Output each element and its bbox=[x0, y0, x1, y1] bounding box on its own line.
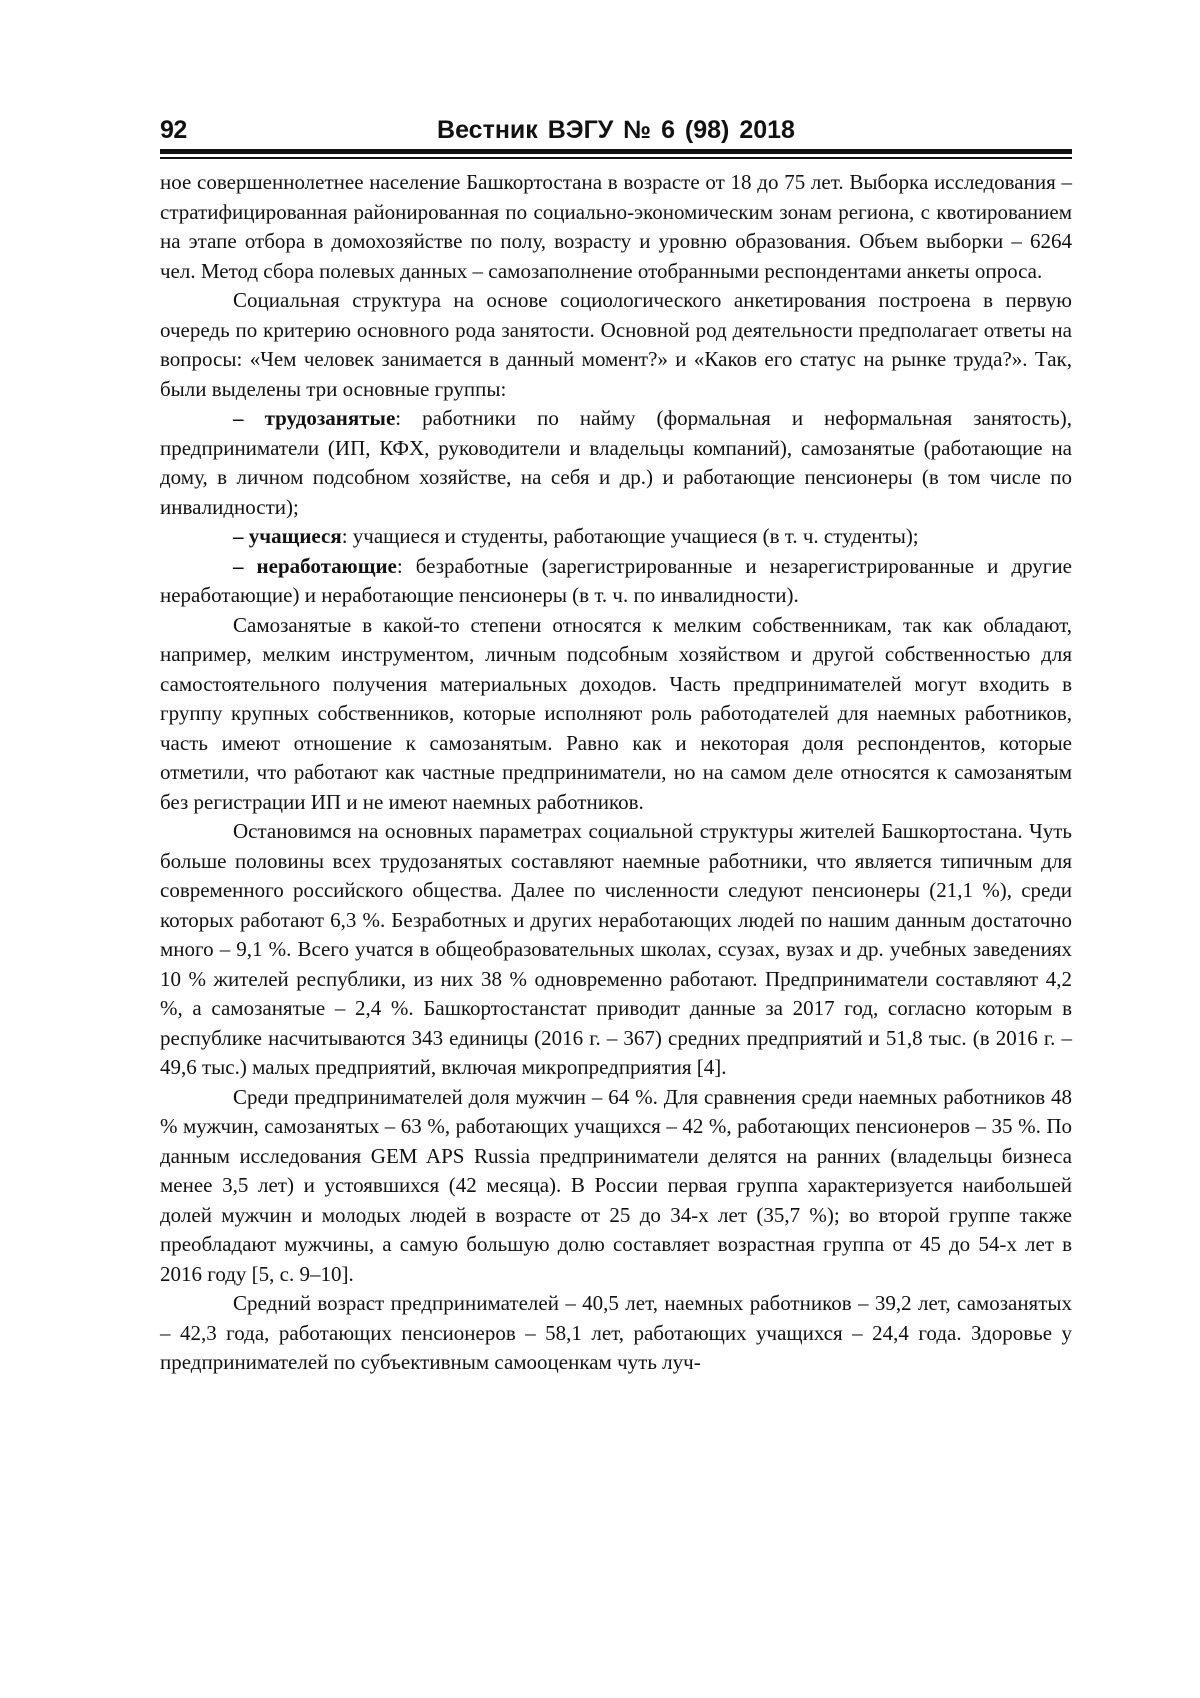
article-body bbox=[160, 168, 1072, 1378]
paragraph: Среди предпринимателей доля мужчин – 64 %. Для сравнения среди наемных работников 48 % мужчин, самозанятых – 63 %, работающих учащихся – 42 %, работающих пенсионеров – 35 %. По данным исследования GEM APS Russia предприниматели делятся на ранних (владельцы бизнеса менее 3,5 лет) и устоявшихся (42 месяца). В России первая группа характеризуется наибольшей долей мужчин и молодых людей в возрасте от 25 до 34-х лет (35,7 %); во второй группе также преобладают мужчины, а самую большую долю составляет возрастная группа от 45 до 54-х лет в 2016 году [5, с. 9–10]. bbox=[160, 1084, 1072, 1286]
paragraph: Остановимся на основных параметрах социальной структуры жителей Башкортостана. Чуть больше половины всех трудозанятых составляют наемные работники, что является типичным для современного российского общества. Далее по численности следуют пенсионеры (21,1 %), среди которых работают 6,3 %. Безработных и других неработающих людей по нашим данным достаточно много – 9,1 %. Всего учатся в общеобразовательных школах, ссузах, вузах и др. учебных заведениях 10 % жителей республики, из них 38 % одновременно работают. Предприниматели составляют 4,2 %, а самозанятые – 2,4 %. Башкортостанстат приводит данные за 2017 год, согласно которым в республике насчитываются 343 единицы (2016 г. – 367) средних предприятий и 51,8 тыс. (в 2016 г. – 49,6 тыс.) малых предприятий, включая микропредприятия [4]. bbox=[160, 819, 1072, 1079]
paragraph: Средний возраст предпринимателей – 40,5 лет, наемных работников – 39,2 лет, самозанятых – 42,3 года, работающих пенсионеров – 58,1 лет, работающих учащихся – 24,4 года. Здоровье у предпринимателей по субъективным самооценкам чуть луч- bbox=[160, 1291, 1072, 1374]
journal-title: Вестник ВЭГУ № 6 (98) 2018 bbox=[437, 116, 795, 144]
term-employed: – трудозанятые bbox=[233, 406, 396, 430]
list-item-unemployed bbox=[160, 552, 1072, 611]
header-rule-thick bbox=[160, 149, 1072, 154]
definition-employed: : работники по найму (формальная и неформальная занятость), предприниматели (ИП, КФХ, руководители и владельцы компаний), самозанятые (работающие на дому, в личном подсобном хозяйстве, на себя и др.) и работающие пенсионеры (в том числе по инвалидности); bbox=[160, 406, 1072, 519]
list-item-employed bbox=[160, 404, 1072, 522]
paragraph: ное совершеннолетнее население Башкортостана в возрасте от 18 до 75 лет. Выборка исследования – стратифицированная районированная по социально-экономическим зонам региона, с квотированием на этапе отбора в домохозяйстве по полу, возрасту и уровню образования. Объем выборки – 6264 чел. Метод сбора полевых данных – самозаполнение отобранными респондентами анкеты опроса. bbox=[160, 170, 1072, 283]
paragraph: Социальная структура на основе социологического анкетирования построена в первую очередь по критерию основного рода занятости. Основной род деятельности предполагает ответы на вопросы: «Чем человек занимается в данный момент?» и «Каков его статус на рынке труда?». Так, были выделены три основные группы: bbox=[160, 288, 1072, 401]
header-rule-thin bbox=[160, 157, 1072, 159]
definition-unemployed: : безработные (зарегистрированные и незарегистрированные и другие неработающие) и неработающие пенсионеры (в т. ч. по инвалидности). bbox=[160, 553, 1072, 607]
paragraph: Самозанятые в какой-то степени относятся к мелким собственникам, так как обладают, например, мелким инструментом, личным подсобным хозяйством и другой собственностью для самостоятельного получения материальных доходов. Часть предпринимателей могут входить в группу крупных собственников, которые исполняют роль работодателей для наемных работников, часть имеют отношение к самозанятым. Равно как и некоторая доля респондентов, которые отметили, что работают как частные предприниматели, но на самом деле относятся к самозанятым без регистрации ИП и не имеют наемных работников. bbox=[160, 612, 1072, 814]
term-students: – учащиеся bbox=[233, 524, 342, 548]
list-item-students bbox=[160, 522, 1072, 552]
page-number: 92 bbox=[160, 116, 187, 144]
term-unemployed: – неработающие bbox=[233, 553, 397, 578]
definition-students: : учащиеся и студенты, работающие учащиеся (в т. ч. студенты); bbox=[341, 524, 919, 548]
running-header bbox=[160, 116, 1072, 146]
